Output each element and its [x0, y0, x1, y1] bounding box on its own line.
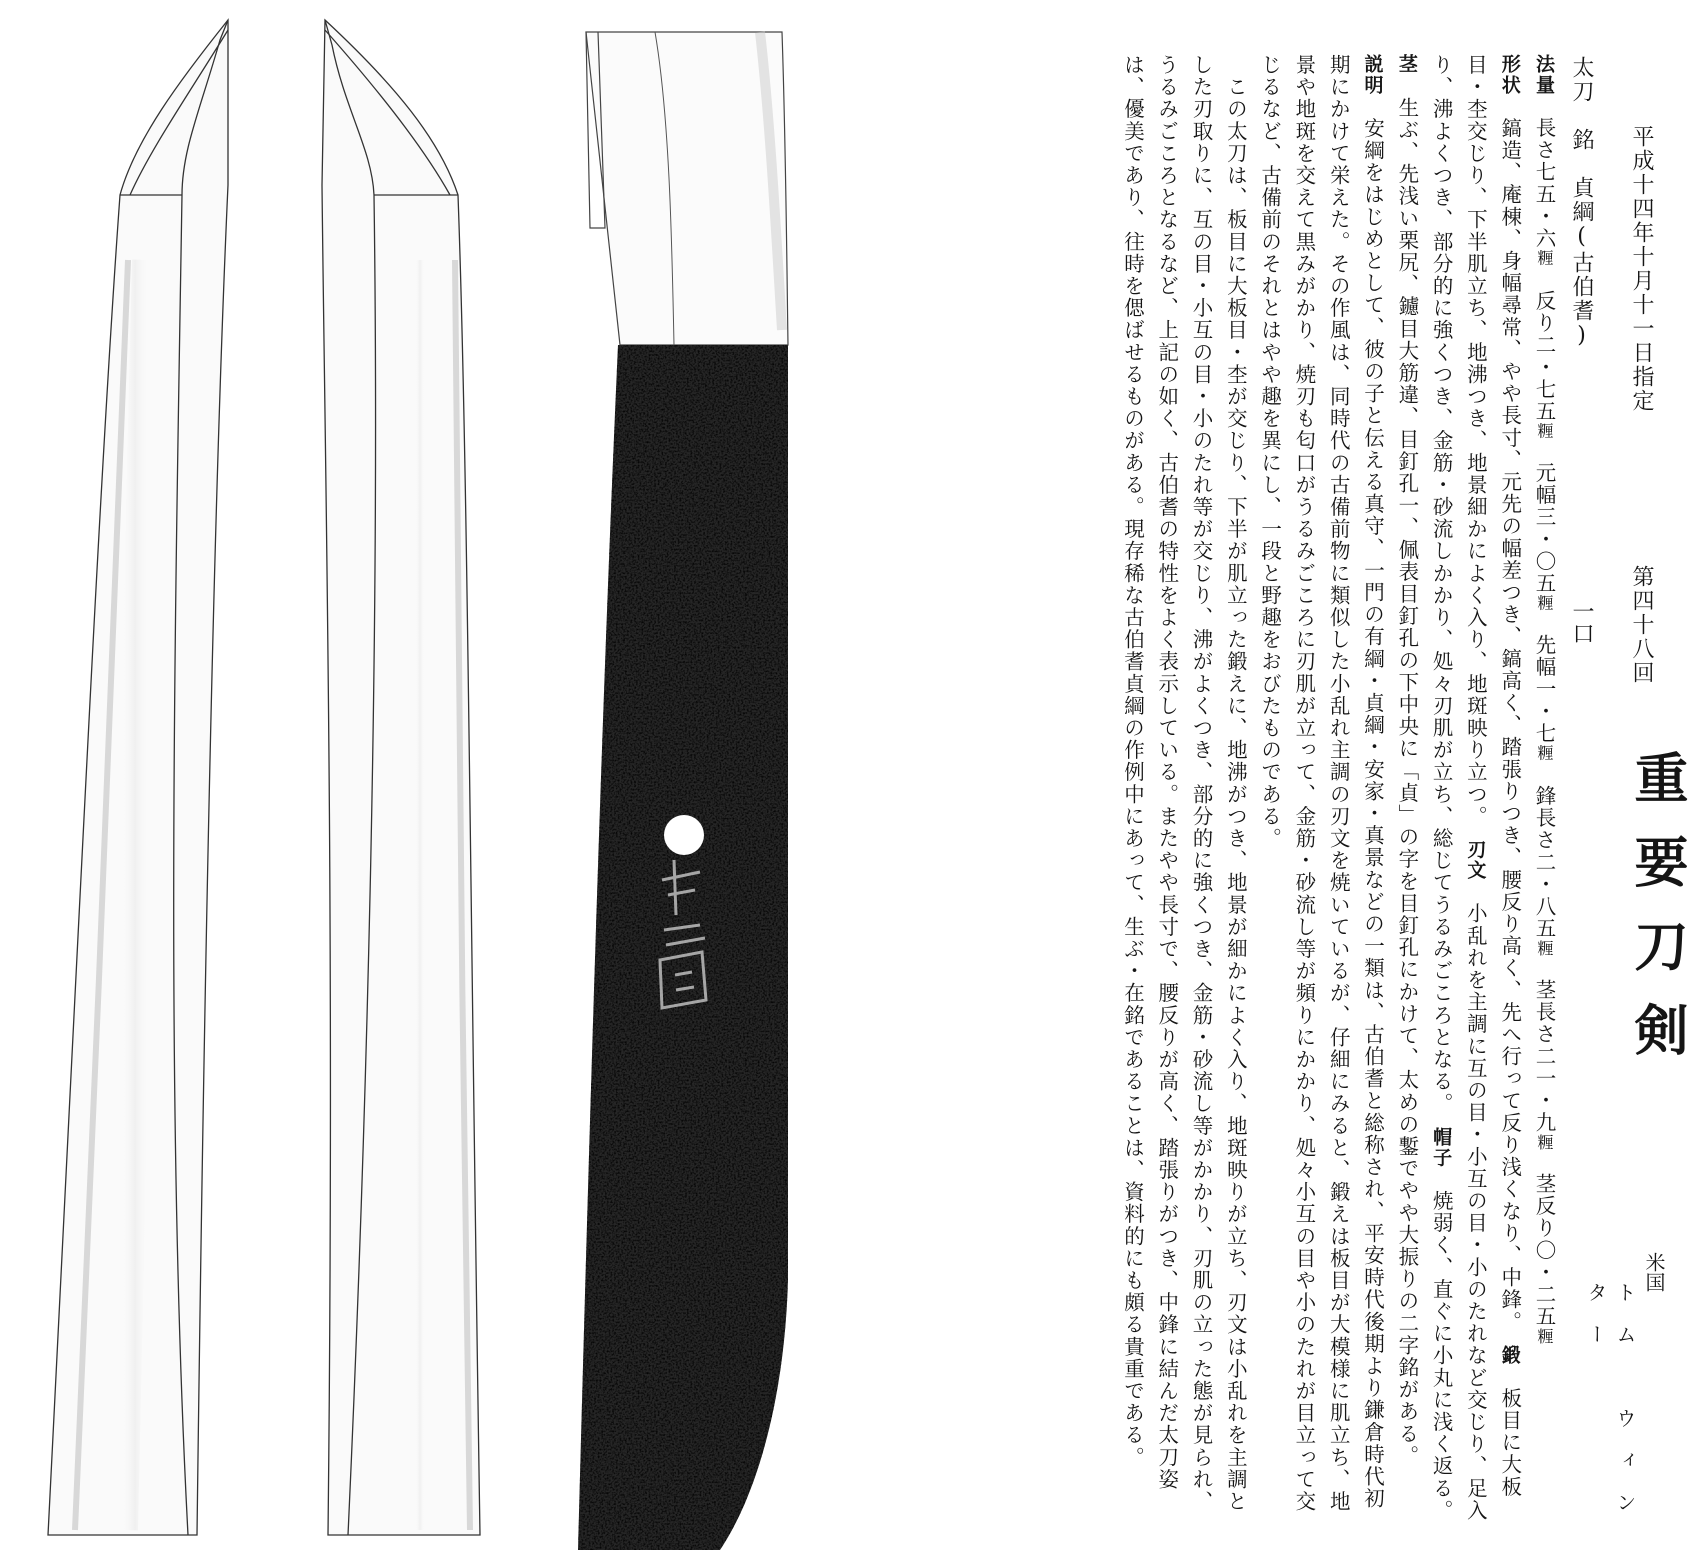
- measurement-tip-width: 先幅一・七糎: [1532, 634, 1556, 763]
- boshi-text-1: 焼弱く、直: [1429, 1189, 1454, 1301]
- blade-oshigata-ura: [322, 20, 480, 1535]
- description-body: [1115, 54, 1561, 1524]
- shape-text: 鎬造、庵棟、身幅尋常、やや長寸、元先の幅差つき、鎬高く、踏張りつき、腰反り高く、先へ行って反り浅くなり、中鋒。: [1497, 117, 1522, 1323]
- description-text-1: 安綱をはじめとして、彼の子と伝える真守、一門の有綱・貞綱・安家・真景などの一類は、古伯耆と総称され、平安時代後期より鎌倉時代初期にかけて栄えた。その作風は、同時代の古備前物に類似した小乱れ主調の刃文を焼いているが、仔細にみると、鍛えは板目が大模様に肌立ち、地景や地斑を交えて黒みがかり、焼刃も匂口がうるみごころに刃肌が立って、金筋・砂流し等が頻りにかかり、処々小互の目や小のたれが目立って交じるなど、古備前のそれとはやや趣を異にし、一段と野趣をおびたものである。: [1257, 54, 1385, 1513]
- tang-rubbing: [578, 32, 788, 1550]
- boshi-text-2: ぐに小丸に浅く返る。: [1429, 1300, 1454, 1512]
- measurement-length: 長さ七五・六糎: [1532, 117, 1556, 268]
- measurement-point-length: 鋒長さ二・八五糎: [1532, 784, 1556, 957]
- nakago-label: 茎: [1395, 54, 1418, 75]
- hamon-text-1: 小乱れを主調に互の目・小互の目・小のたれなど: [1463, 902, 1488, 1389]
- mekugi-hole: [664, 815, 704, 855]
- description-paragraph-1: [1252, 54, 1389, 1524]
- blade-oshigata-omote: [48, 20, 228, 1535]
- measurement-tang-curvature: 茎反り〇・二五糎: [1532, 1173, 1556, 1346]
- measurement-tang-length: 茎長さ二一・九糎: [1532, 978, 1556, 1152]
- shape-paragraph: [1390, 54, 1527, 1524]
- nakago-text: 生ぶ、先浅い栗尻、鑢目大筋違、目釘孔一、佩表目釘孔の下中央に「貞」の字を目釘孔にかけて、太めの鏨でやや大振りの二字銘がある。: [1394, 96, 1419, 1467]
- measurements-label: 法量: [1533, 54, 1555, 96]
- sword-count: 一口: [1569, 600, 1594, 644]
- boshi-label: 帽子: [1430, 1126, 1453, 1168]
- description-paragraph-2: [1115, 54, 1252, 1524]
- forging-text-1: 板目に: [1497, 1387, 1522, 1454]
- description-label: 説明: [1361, 54, 1384, 96]
- owner-name: トム ウィンター: [1584, 1282, 1637, 1534]
- owner-country: 米国: [1642, 1252, 1666, 1292]
- owner-block: [1582, 1252, 1669, 1566]
- hamon-label: 刃文: [1464, 839, 1487, 881]
- measurements-line: [1527, 54, 1561, 1524]
- shape-label: 形状: [1498, 54, 1521, 96]
- measurement-curvature: 反り二・七五糎: [1532, 289, 1556, 440]
- forging-label: 鍛: [1498, 1344, 1521, 1366]
- sword-name: 太刀 銘 貞綱(古伯耆): [1569, 56, 1594, 350]
- page-title: 重要刀剣: [1626, 750, 1690, 1086]
- measurement-base-width: 元幅三・〇五糎: [1532, 461, 1556, 613]
- hamon-text-2: 交じり、足入り、沸よくつき、部分的に強くつき、金筋・砂流しかかり、処々刃肌が立ち、総じてうるみごころとなる。: [1429, 54, 1488, 1522]
- session-label: 第四十八回: [1629, 565, 1654, 685]
- forging-text-2: 大板目・杢交じり、下半肌立ち、地沸つき、地景細かによく入り、地斑映り立つ。: [1463, 54, 1522, 1498]
- designation-date: 平成十四年十月十一日指定: [1629, 125, 1654, 413]
- description-text-2: この太刀は、板目に大板目・杢が交じり、下半が肌立った鍛えに、地沸がつき、地景が細かによく入り、地斑映りが立ち、刃文は小乱れを主調とした刃取りに、互の目・小互の目・小のたれ等が交じり、沸がよくつき、部分的に強くつき、金筋・砂流し等がかかり、刃肌の立った態が見られ、うるみごころとなるなど、上記の如く、古伯耆の特性をよく表示している。またやや長寸で、腰反りが高く、踏張りがつき、中鋒に結んだ太刀姿は、優美であり、往時を偲ばせるものがある。現存稀な古伯耆貞綱の作例中にあって、生ぶ・在銘であることは、資料的にも頗る貴重である。: [1120, 54, 1248, 1513]
